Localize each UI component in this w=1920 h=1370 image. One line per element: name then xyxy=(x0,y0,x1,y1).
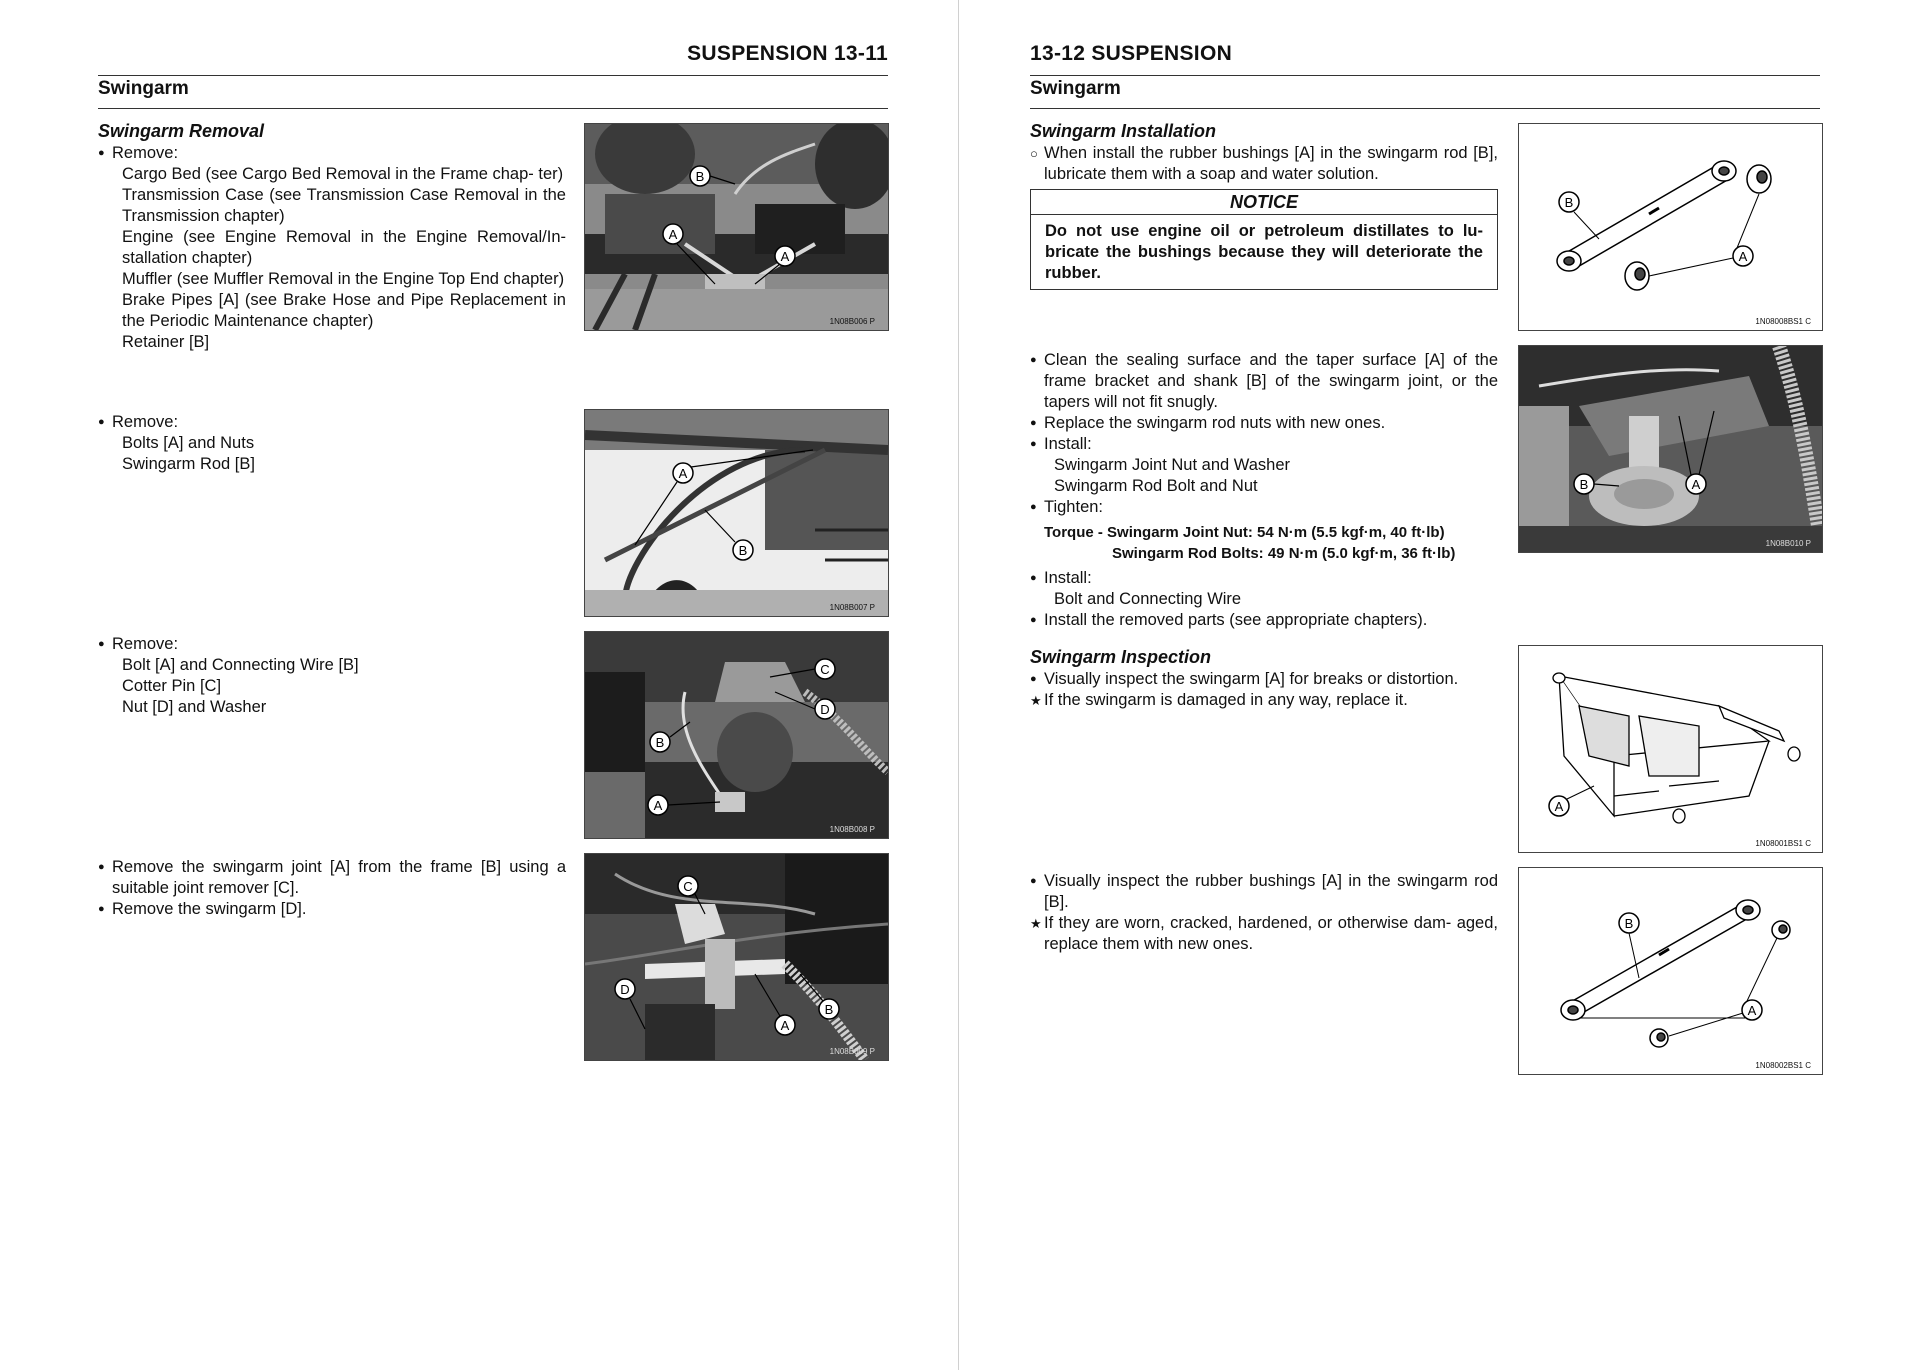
list-item: Cotter Pin [C] xyxy=(122,677,222,695)
bullet: ● Remove the swingarm joint [A] from the frame [B] using a suitable joint remover [C]. xyxy=(98,857,566,899)
notice-title: NOTICE xyxy=(1031,190,1497,215)
list-item: Bolt and Connecting Wire xyxy=(1054,590,1242,608)
bullet: ● Remove: xyxy=(98,412,566,433)
left-page xyxy=(98,0,888,1370)
callout-label: D xyxy=(620,982,630,997)
removal-step-4 xyxy=(98,857,566,920)
star-note: ★ If the swingarm is damaged in any way, replace it. xyxy=(1030,690,1498,711)
callout-label: B xyxy=(655,735,665,750)
figure-code: 1N08008BS1 C xyxy=(1755,317,1811,326)
installation-steps xyxy=(1030,350,1498,631)
section-rule xyxy=(1030,108,1820,109)
callout-label: C xyxy=(683,879,693,894)
callout-label: B xyxy=(1564,195,1574,210)
figure-code: 1N08B010 P xyxy=(1765,539,1811,548)
subsection-title: Swingarm Removal xyxy=(98,121,265,141)
list-item: Swingarm Joint Nut and Washer xyxy=(1054,456,1290,474)
figure-code: 1N08002BS1 C xyxy=(1755,1061,1811,1070)
diagram-swingarm-rod xyxy=(1518,123,1823,331)
bullet: ● Replace the swingarm rod nuts with new ones. xyxy=(1030,413,1498,434)
installation-block xyxy=(1030,120,1498,290)
callout-label: A xyxy=(1738,249,1748,264)
removal-step-1 xyxy=(98,120,566,353)
bullet: ● Remove the swingarm [D]. xyxy=(98,899,566,920)
callout-label: A xyxy=(668,227,678,242)
subsection-title: Swingarm Inspection xyxy=(1030,647,1212,667)
right-page xyxy=(1030,0,1820,1370)
bullet: ● Visually inspect the rubber bushings [A] in the swingarm rod [B]. xyxy=(1030,871,1498,913)
figure-code: 1N08B009 P xyxy=(829,1047,875,1056)
torque-line: Torque - Swingarm Joint Nut: 54 N·m (5.5 kgf·m, 40 ft·lb) xyxy=(1044,524,1445,541)
list-item: Muffler (see Muffler Removal in the Engine Top End chapter) xyxy=(122,270,565,288)
page-header: SUSPENSION 13-11 xyxy=(687,42,888,65)
bullet: ● Install the removed parts (see appropriate chapters). xyxy=(1030,610,1498,631)
list-item: Transmission Case (see Transmission Case Removal in the Transmission chapter) xyxy=(122,186,566,225)
bullet: ● Clean the sealing surface and the taper surface [A] of the frame bracket and shank [B] of the swingarm joint, or the tapers will not fit snugly. xyxy=(1030,350,1498,413)
notice-body: Do not use engine oil or petroleum distillates to lu- bricate the bushings because they will deteriorate the rubber. xyxy=(1045,222,1483,282)
figure-code: 1N08B007 P xyxy=(829,603,875,612)
torque-spec xyxy=(1030,522,1498,564)
bullet: ● Install: xyxy=(1030,568,1498,589)
bullet: ● Tighten: xyxy=(1030,497,1498,518)
diagram-swingarm xyxy=(1518,645,1823,853)
removal-step-3 xyxy=(98,634,566,718)
callout-label: B xyxy=(695,169,705,184)
callout-label: A xyxy=(780,1018,790,1033)
removal-step-2 xyxy=(98,412,566,475)
section-rule xyxy=(98,108,888,109)
diagram-rubber-bushings xyxy=(1518,867,1823,1075)
list-item: Nut [D] and Washer xyxy=(122,698,267,716)
photo-swingarm-rod xyxy=(584,409,889,617)
photo-taper-surface xyxy=(1518,345,1823,553)
torque-line: Swingarm Rod Bolts: 49 N·m (5.0 kgf·m, 36 ft·lb) xyxy=(1112,545,1456,562)
bullet: ● Remove: xyxy=(98,634,566,655)
header-rule xyxy=(98,75,888,76)
callout-label: D xyxy=(820,702,830,717)
subsection-title: Swingarm Installation xyxy=(1030,121,1217,141)
callout-label: A xyxy=(653,798,663,813)
bullet: ● Remove: xyxy=(98,143,566,164)
list-item: Bolts [A] and Nuts xyxy=(122,434,255,452)
photo-joint-remover xyxy=(584,853,889,1061)
callout-label: B xyxy=(1579,477,1589,492)
callout-label: A xyxy=(1554,799,1564,814)
bullet: ● Visually inspect the swingarm [A] for breaks or distortion. xyxy=(1030,669,1498,690)
callout-label: B xyxy=(1624,916,1634,931)
section-title: Swingarm xyxy=(98,78,189,99)
star-note: ★ If they are worn, cracked, hardened, or otherwise dam- aged, replace them with new ones. xyxy=(1030,913,1498,955)
list-item: Engine (see Engine Removal in the Engine Removal/In- stallation chapter) xyxy=(122,228,566,267)
page-header: 13-12 SUSPENSION xyxy=(1030,42,1233,65)
callout-label: C xyxy=(820,662,830,677)
callout-label: A xyxy=(678,466,688,481)
photo-connecting-wire xyxy=(584,631,889,839)
list-item: Brake Pipes [A] (see Brake Hose and Pipe Replacement in the Periodic Maintenance chapter) xyxy=(122,291,566,330)
note: ○ When install the rubber bushings [A] in the swingarm rod [B], lubricate them with a soap and water solution. xyxy=(1030,143,1498,185)
list-item: Cargo Bed (see Cargo Bed Removal in the Frame chap- ter) xyxy=(122,165,564,183)
list-item: Retainer [B] xyxy=(122,333,210,351)
header-rule xyxy=(1030,75,1820,76)
callout-label: A xyxy=(780,249,790,264)
figure-code: 1N08001BS1 C xyxy=(1755,839,1811,848)
callout-label: B xyxy=(738,543,748,558)
figure-code: 1N08B008 P xyxy=(829,825,875,834)
inspection-block xyxy=(1030,646,1498,711)
photo-brake-pipes xyxy=(584,123,889,331)
page-divider xyxy=(958,0,959,1370)
list-item: Swingarm Rod [B] xyxy=(122,455,255,473)
callout-label: B xyxy=(824,1002,834,1017)
callout-label: A xyxy=(1747,1003,1757,1018)
list-item: Swingarm Rod Bolt and Nut xyxy=(1054,477,1258,495)
inspection-bushings xyxy=(1030,871,1498,955)
list-item: Bolt [A] and Connecting Wire [B] xyxy=(122,656,359,674)
bullet: ● Install: xyxy=(1030,434,1498,455)
notice-box xyxy=(1030,189,1498,290)
callout-label: A xyxy=(1691,477,1701,492)
figure-code: 1N08B006 P xyxy=(829,317,875,326)
section-title: Swingarm xyxy=(1030,78,1121,99)
